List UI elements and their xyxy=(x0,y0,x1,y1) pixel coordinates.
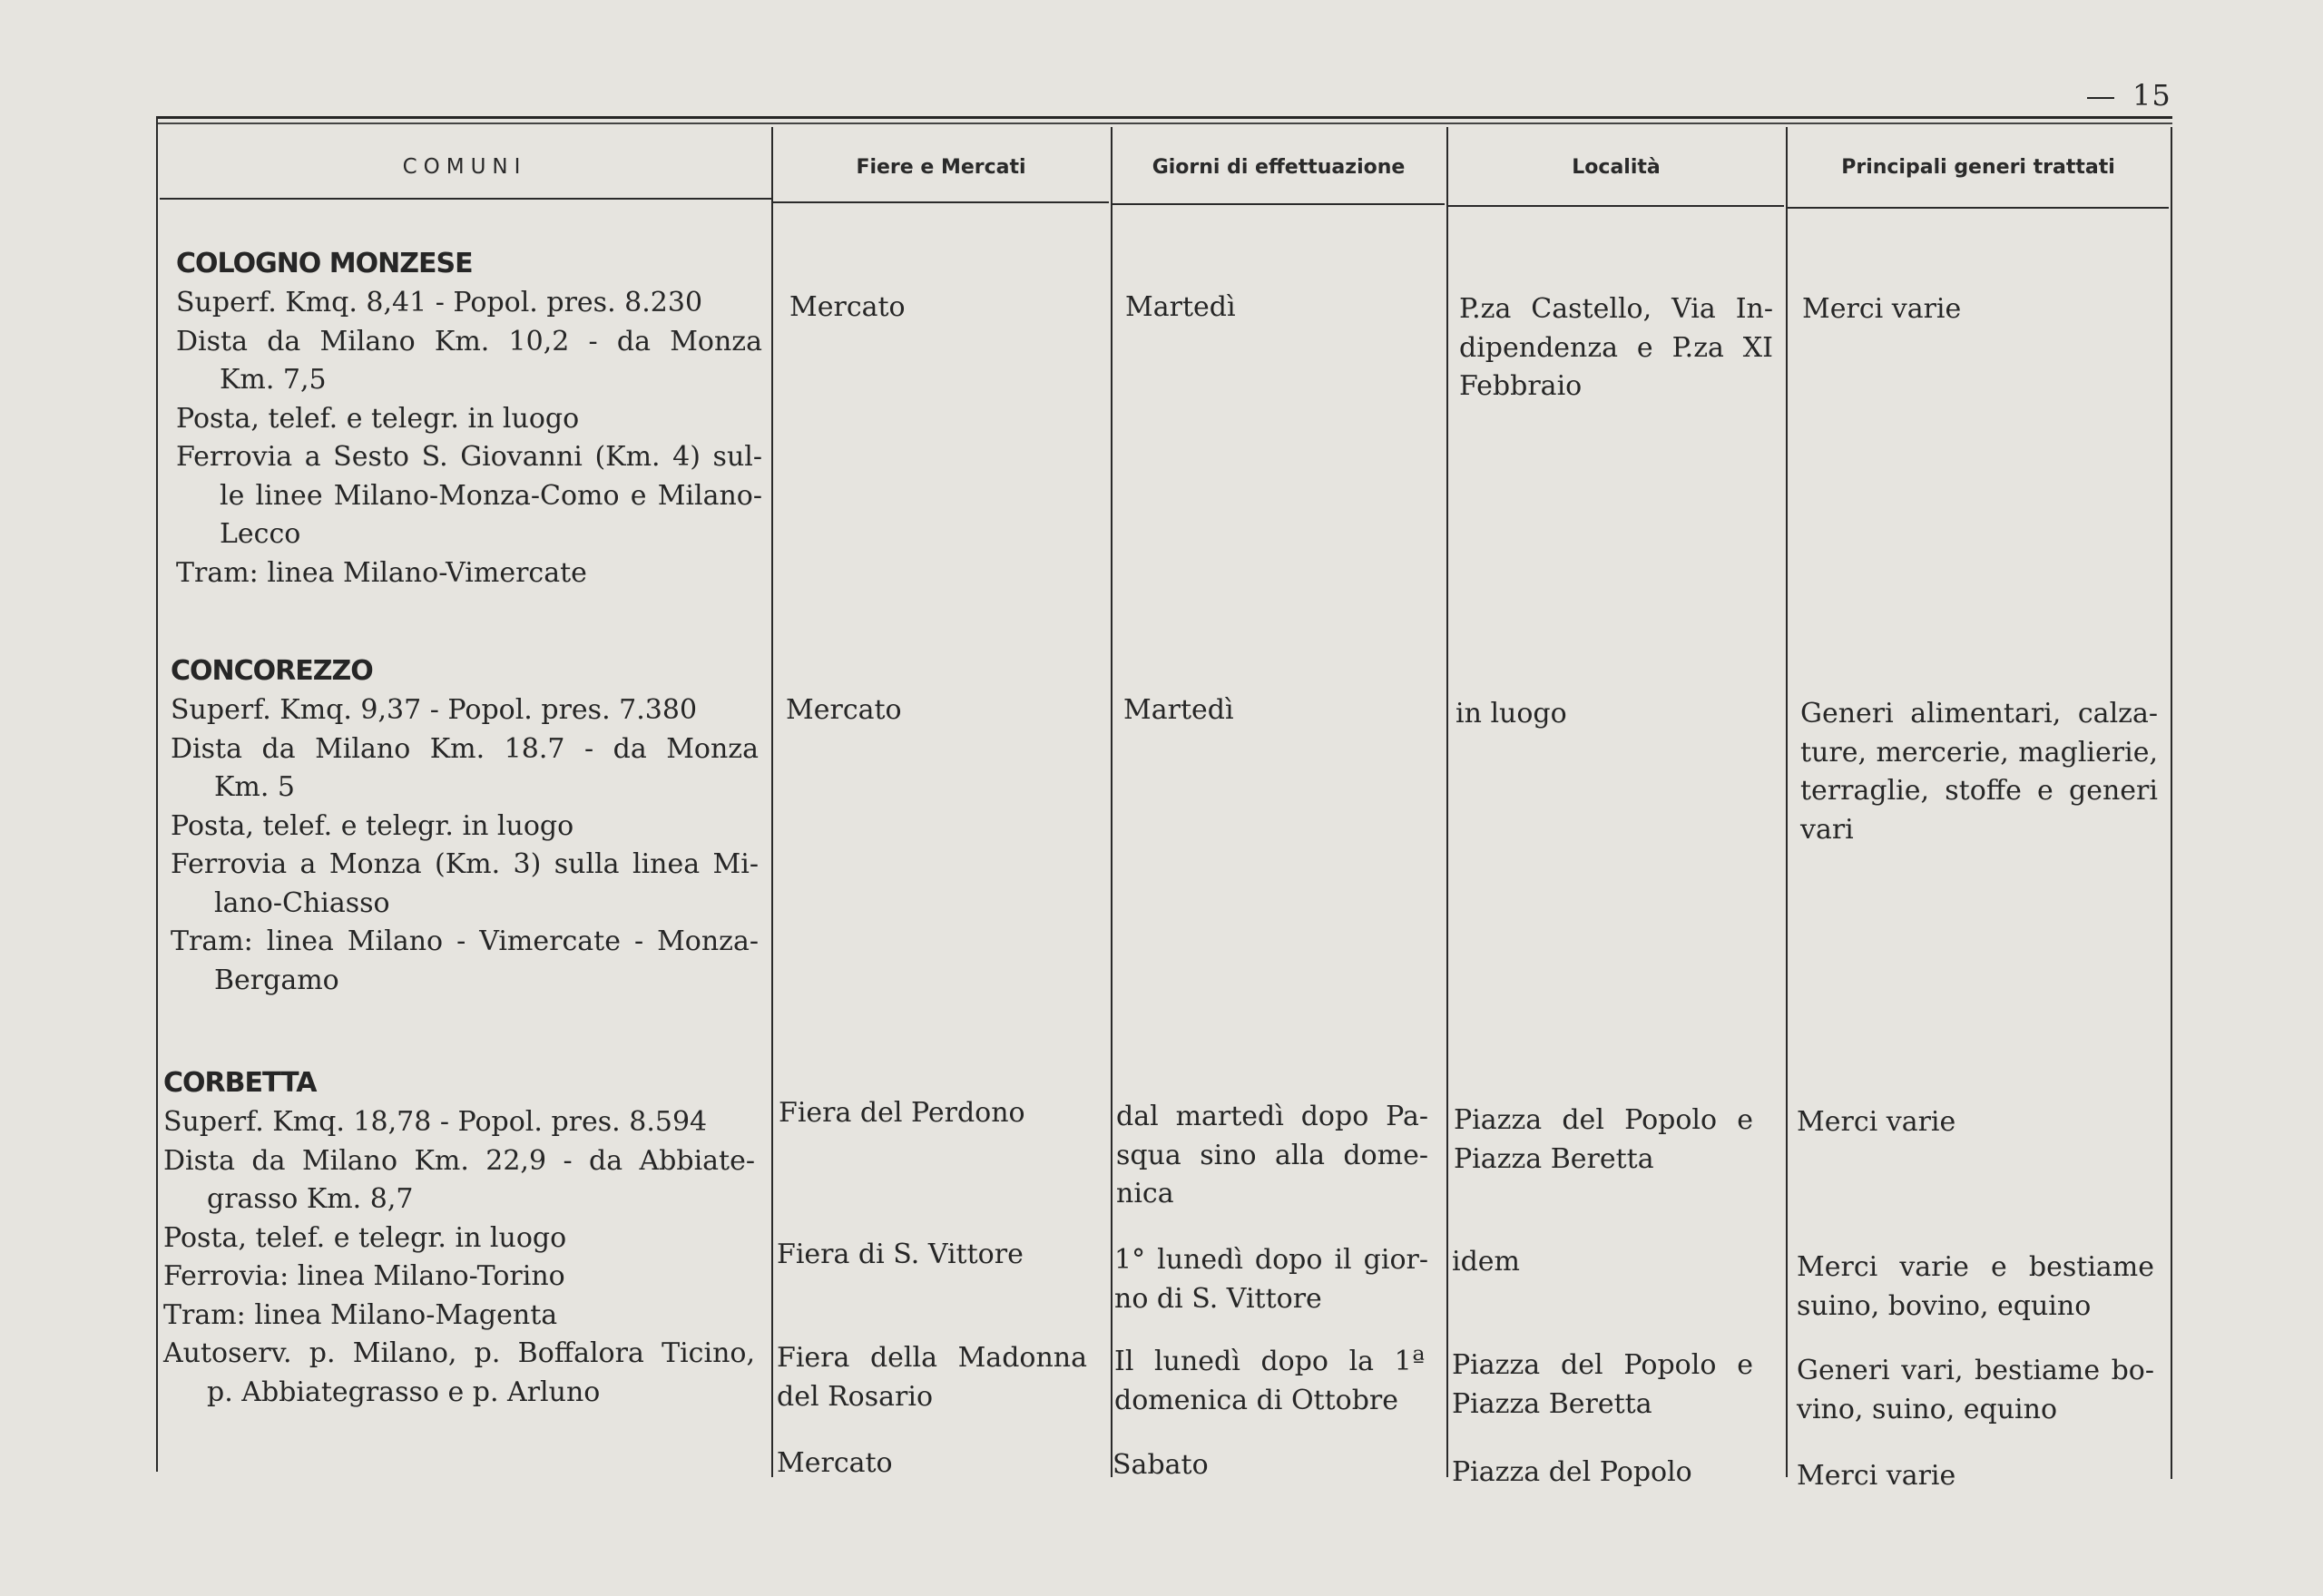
generi-cell xyxy=(1800,695,2158,849)
localita-cell xyxy=(1454,1102,1753,1179)
giorni-line: dal martedì dopo Pa- xyxy=(1116,1101,1428,1132)
comune-name: CONCOREZZO xyxy=(171,655,373,687)
generi-cell xyxy=(1797,1352,2154,1429)
header-underline xyxy=(1112,203,1445,205)
column-divider xyxy=(1446,127,1448,1477)
giorni-line: Martedì xyxy=(1125,291,1236,323)
generi-cell xyxy=(1797,1457,2154,1496)
giorni-line: Il lunedì dopo la 1ª xyxy=(1114,1346,1425,1377)
fiera-cell xyxy=(779,1094,1096,1133)
fiera-cell xyxy=(789,289,1098,328)
header-fiere-mercati: Fiere e Mercati xyxy=(856,155,1026,179)
giorni-cell xyxy=(1114,1241,1428,1318)
fiera-cell xyxy=(777,1236,1094,1275)
localita-line: dipendenza e P.za XI xyxy=(1459,331,1773,364)
fiera-cell xyxy=(777,1444,1085,1483)
giorni-line: squa sino alla dome- xyxy=(1116,1139,1428,1171)
localita-line: in luogo xyxy=(1456,698,1567,729)
giorni-cell xyxy=(1123,691,1432,730)
info-line: Posta, telef. e telegr. in luogo xyxy=(176,402,580,435)
fiera-line: Mercato xyxy=(786,694,902,726)
fiera-cell xyxy=(777,1339,1087,1416)
comune-entry xyxy=(176,244,762,592)
info-line: Km. 7,5 xyxy=(220,364,327,396)
giorni-line: Sabato xyxy=(1112,1449,1209,1481)
column-divider xyxy=(1111,127,1112,1477)
info-line: Dista da Milano Km. 10,2 - da Monza xyxy=(176,325,762,357)
localita-cell xyxy=(1452,1454,1760,1493)
info-line: Km. 5 xyxy=(214,771,296,803)
generi-line: Merci varie xyxy=(1802,293,1962,325)
localita-line: Piazza del Popolo e xyxy=(1452,1349,1753,1381)
generi-line: Merci varie xyxy=(1797,1106,1956,1138)
header-generi: Principali generi trattati xyxy=(1841,155,2115,179)
fiera-line: del Rosario xyxy=(777,1380,934,1413)
generi-line: Generi alimentari, calza- xyxy=(1800,698,2158,729)
localita-line: Piazza del Popolo xyxy=(1452,1456,1692,1488)
localita-line: idem xyxy=(1452,1246,1520,1278)
table-top-rule xyxy=(156,116,2172,119)
comune-entry xyxy=(171,651,759,1000)
info-line: Bergamo xyxy=(214,964,339,996)
info-line: Lecco xyxy=(220,518,301,550)
comune-name: CORBETTA xyxy=(163,1067,317,1099)
column-divider xyxy=(2171,127,2172,1479)
column-divider xyxy=(1786,127,1788,1477)
giorni-cell xyxy=(1116,1098,1428,1214)
fiera-line: Mercato xyxy=(777,1447,893,1479)
header-underline xyxy=(1448,205,1784,207)
giorni-cell xyxy=(1114,1343,1425,1420)
localita-line: Piazza Beretta xyxy=(1452,1387,1652,1420)
giorni-line: Martedì xyxy=(1123,694,1234,726)
header-underline xyxy=(160,198,771,200)
column-divider xyxy=(156,116,158,1472)
generi-line: suino, bovino, equino xyxy=(1797,1289,2092,1322)
generi-line: Merci varie e bestiame xyxy=(1797,1251,2154,1283)
info-line: Superf. Kmq. 8,41 - Popol. pres. 8.230 xyxy=(176,287,703,318)
localita-line: Piazza Beretta xyxy=(1454,1142,1654,1175)
generi-line: vari xyxy=(1800,813,1854,846)
info-line: p. Abbiategrasso e p. Arluno xyxy=(207,1376,601,1408)
fiera-line: Mercato xyxy=(789,291,906,323)
info-line: Ferrovia: linea Milano-Torino xyxy=(163,1260,565,1292)
giorni-line: nica xyxy=(1116,1178,1174,1209)
info-line: Dista da Milano Km. 18.7 - da Monza xyxy=(171,732,759,765)
fiera-line: Fiera della Madonna xyxy=(777,1342,1087,1374)
fiera-line: Fiera di S. Vittore xyxy=(777,1239,1024,1270)
info-line: Superf. Kmq. 9,37 - Popol. pres. 7.380 xyxy=(171,694,698,726)
info-line: Posta, telef. e telegr. in luogo xyxy=(163,1221,567,1254)
info-line: Tram: linea Milano-Vimercate xyxy=(176,556,587,589)
generi-line: Generi vari, bestiame bo- xyxy=(1797,1355,2154,1386)
comune-entry xyxy=(163,1063,755,1412)
header-underline xyxy=(773,201,1109,203)
header-giorni: Giorni di effettuazione xyxy=(1152,155,1406,179)
fiera-cell xyxy=(786,691,1094,730)
localita-cell xyxy=(1452,1243,1751,1282)
giorni-line: no di S. Vittore xyxy=(1114,1282,1322,1315)
info-line: lano-Chiasso xyxy=(214,886,390,919)
localita-line: Febbraio xyxy=(1459,370,1583,402)
info-line: Tram: linea Milano - Vimercate - Monza- xyxy=(171,925,759,957)
localita-line: Piazza del Popolo e xyxy=(1454,1104,1753,1136)
giorni-line: 1° lunedì dopo il gior- xyxy=(1114,1244,1428,1276)
localita-cell xyxy=(1459,290,1773,406)
column-divider xyxy=(771,127,773,1477)
page-number: 15 xyxy=(2087,78,2171,113)
table-top-rule-inner xyxy=(156,122,2172,124)
giorni-cell xyxy=(1112,1446,1421,1485)
header-underline xyxy=(1788,207,2169,209)
generi-cell xyxy=(1797,1103,2154,1142)
giorni-line: domenica di Ottobre xyxy=(1114,1384,1399,1416)
info-line: Posta, telef. e telegr. in luogo xyxy=(171,809,574,842)
generi-line: ture, mercerie, maglierie, xyxy=(1800,736,2158,769)
info-line: Superf. Kmq. 18,78 - Popol. pres. 8.594 xyxy=(163,1106,708,1138)
localita-cell xyxy=(1452,1346,1753,1424)
generi-line: vino, suino, equino xyxy=(1797,1393,2058,1425)
info-line: Ferrovia a Monza (Km. 3) sulla linea Mi- xyxy=(171,848,759,880)
localita-cell xyxy=(1456,695,1769,734)
header-comuni: COMUNI xyxy=(402,155,527,179)
generi-line: Merci varie xyxy=(1797,1460,1956,1492)
info-line: Ferrovia a Sesto S. Giovanni (Km. 4) sul- xyxy=(176,441,762,473)
localita-line: P.za Castello, Via In- xyxy=(1459,293,1773,325)
info-line: le linee Milano-Monza-Como e Milano- xyxy=(220,479,762,512)
comune-name: COLOGNO MONZESE xyxy=(176,248,473,279)
fiera-line: Fiera del Perdono xyxy=(779,1097,1025,1129)
info-line: Autoserv. p. Milano, p. Boffalora Ticino, xyxy=(163,1337,755,1369)
info-line: Tram: linea Milano-Magenta xyxy=(163,1298,558,1331)
generi-cell xyxy=(1802,290,2160,329)
generi-cell xyxy=(1797,1248,2154,1326)
info-line: Dista da Milano Km. 22,9 - da Abbiate- xyxy=(163,1144,755,1177)
giorni-cell xyxy=(1125,289,1434,328)
info-line: grasso Km. 8,7 xyxy=(207,1183,414,1215)
generi-line: terraglie, stoffe e generi xyxy=(1800,775,2158,807)
header-localita: Località xyxy=(1572,155,1661,179)
